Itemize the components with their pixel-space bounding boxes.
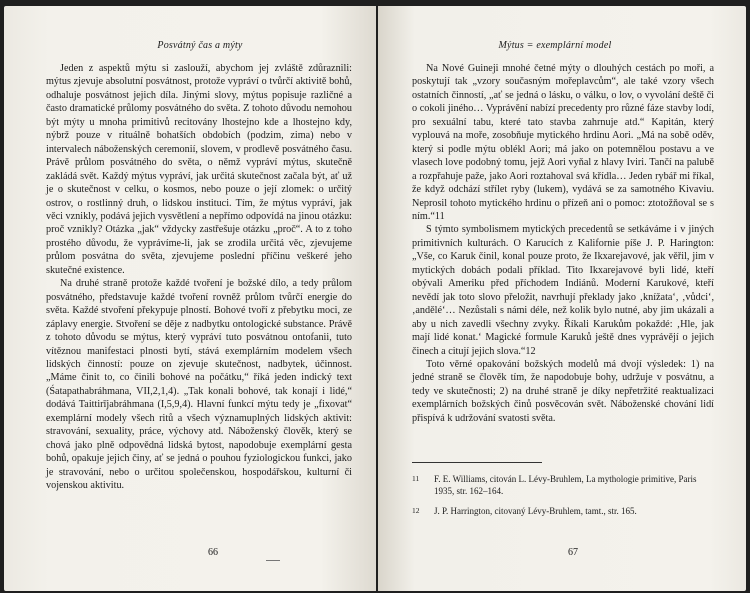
right-paragraph-1: Na Nové Guineji mnohé četné mýty o dlouhých cestách po moři, a poskytují tak „vzory současným mořeplavcům“, ale také vzory všech ostatních činností, „ať se jedná o lásku, o válku, o lov, o vyvolání deště či o cokoli jiného… Vyprávění nabízí precedenty pro různé fáze stavby lodí, pro sexuální tabu, které tato stavba zahrnuje atd.“ Kapitán, který vyplouvá na moře, zosobňuje mytického hrdinu Aori. „Má na sobě oděv, který si podle mýtu oblékl Aori; má jako on potemnělou postavu a ve vlasech love podobný tomu, jejž Aori vyňal z hlavy Iviri. Tančí na palubě a rozpřahuje paže, jako Aori roztahoval svá křídla… Jeden rybář mi říkal, že když odchází střílet ryby (lukem), vydává se za samotného Kivaviu. Neprosil tohoto mytického hrdinu o přízeň ani o pomoc: ztotožňoval se s ním.“11 bbox=[412, 63, 714, 222]
footnote-11 bbox=[412, 473, 714, 497]
left-page-body bbox=[46, 62, 352, 493]
footnote-number: 11 bbox=[412, 474, 420, 483]
footnote-text: F. E. Williams, citován L. Lévy-Bruhlem, La mythologie primitive, Paris 1935, str. 162–164. bbox=[434, 474, 697, 496]
page-number-left: 66 bbox=[208, 547, 218, 558]
footnotes bbox=[412, 462, 714, 525]
left-page bbox=[4, 6, 376, 591]
left-paragraph-1: Jeden z aspektů mýtu si zaslouží, abychom jej zvláště zdůraznili: mýtus zjevuje absolutní posvátnost, protože vypráví o tvůrčí aktivitě bohů, odhaluje posvátnost jejich díla. Jinými slovy, mýtus popisuje različné a často dramatické průlomy posvátného do světa. Z tohoto důvodu nemohou být mýty u mnoha primitivů recitovány lhostejno kde a lhostejno kdy, nýbrž pouze v rituálně bohatších obdobích (podzim, zima) nebo v intervalech náboženských ceremonií, slovem, v prodlevě posvátného času. Právě průlom posvátného do světa, o němž vypráví mýtus, skutečně zakládá svět. Každý mýtus vypráví, jak určitá skutečnost začala být, ať už je o skutečnost v celku, o kosmos, nebo pouze o její zlomek: o určitý ostrov, o rostlinný druh, o lidskou instituci. Tím, že mýtus vypráví, jak věci vznikly, podává jejich vysvětlení a nepřímo odpovídá na jinou otázku: proč vznikly? Otázka „jak“ vždycky zastřešuje otázku „proč“. A to z toho prostého důvodu, že vyprávíme-li, jak se zrodila určitá věc, zjevujeme průlom posvátna do světa, zjevujeme poslední příčinu veškeré jeho skutečné existence. bbox=[46, 63, 352, 276]
footnote-rule bbox=[412, 462, 542, 463]
page-mark bbox=[266, 560, 280, 561]
running-header-right: Mýtus = exemplární model bbox=[498, 40, 612, 51]
running-header-left: Posvátný čas a mýty bbox=[157, 40, 243, 51]
right-paragraph-3: Toto věrné opakování božských modelů má dvojí výsledek: 1) na jedné straně se člověk tím, že napodobuje bohy, udržuje v posvátnu, a tedy ve skutečnosti; 2) na druhé straně je díky nepřetržité reaktualizaci exemplárních božských činů posvěcován svět. Náboženské chování lidí přispívá k udržování svatosti světa. bbox=[412, 358, 714, 424]
right-paragraph-2: S týmto symbolismem mytických precedentů se setkáváme i v jiných primitivních kulturách. O Karucích z Kalifornie píše J. P. Harington: „Vše, co Karuk činil, konal pouze proto, že Ikxarejavové, jak věřil, jim v mytických dobách podali příklad. Tito Ikxarejavové byli lidé, kteří obývali Ameriku před příchodem Indiánů. Moderní Karukové, kteří nevědí jak toto slovo přeložit, navrhují překlady jako ‚knížata‘, ‚vůdci‘, ‚andělé‘… Nezůstali s námi déle, než kolik bylo nutné, aby jim ukázali a aby u nich zavedli všechny zvyky. Říkali Karukům pokaždé: ‚Hle, jak mají lidé konat.‘ Magické formule Karuků ještě dnes vyprávějí o jejich činech a citují jejich slova.“12 bbox=[412, 224, 714, 357]
footnote-12 bbox=[412, 505, 714, 517]
footnote-text: J. P. Harrington, citovaný Lévy-Bruhlem, tamt., str. 165. bbox=[434, 506, 637, 516]
page-number-right: 67 bbox=[568, 547, 578, 558]
right-page bbox=[378, 6, 746, 591]
left-paragraph-2: Na druhé straně protože každé tvoření je božské dílo, a tedy průlom posvátného, představuje každé tvoření rovněž průlom tvůrčí energie do světa. Každé stvoření překypuje plností. Bohové tvoří z přebytku moci, ze záplavy energie. Stvoření se děje z nadbytku ontologické substance. Právě z tohoto důvodu se mýtus, který vypráví tuto posvátnou ontofanii, tuto vítěznou manifestaci plnosti bytí, stává exemplárním modelem všech lidských činností: pouze on zjevuje skutečnost, nadbytek, účinnost. „Máme činit to, co činili bohové na počátku,“ říká jeden indický text (Śatapathabráhmana, VII,2,1,4). „Tak konali bohové, tak konají i lidé,“ dodává Taittirījabráhmana (I,5,9,4). Hlavní funkcí mýtu tedy je „fixovat“ exemplární modely všech ritů a všech významuplných lidských aktivit: stravování, sexuality, práce, výchovy atd. Náboženský člověk, který se chová jako plně odpovědná lidská bytost, napodobuje exemplární gesta bohů, opakuje jejich činy, ať se jedná o pouhou fyziologickou funkci, jako je stravování, nebo o určitou společenskou, hospodářskou, kulturní či vojenskou aktivitu. bbox=[46, 278, 352, 492]
footnote-number: 12 bbox=[412, 506, 420, 515]
right-page-body bbox=[412, 62, 714, 425]
